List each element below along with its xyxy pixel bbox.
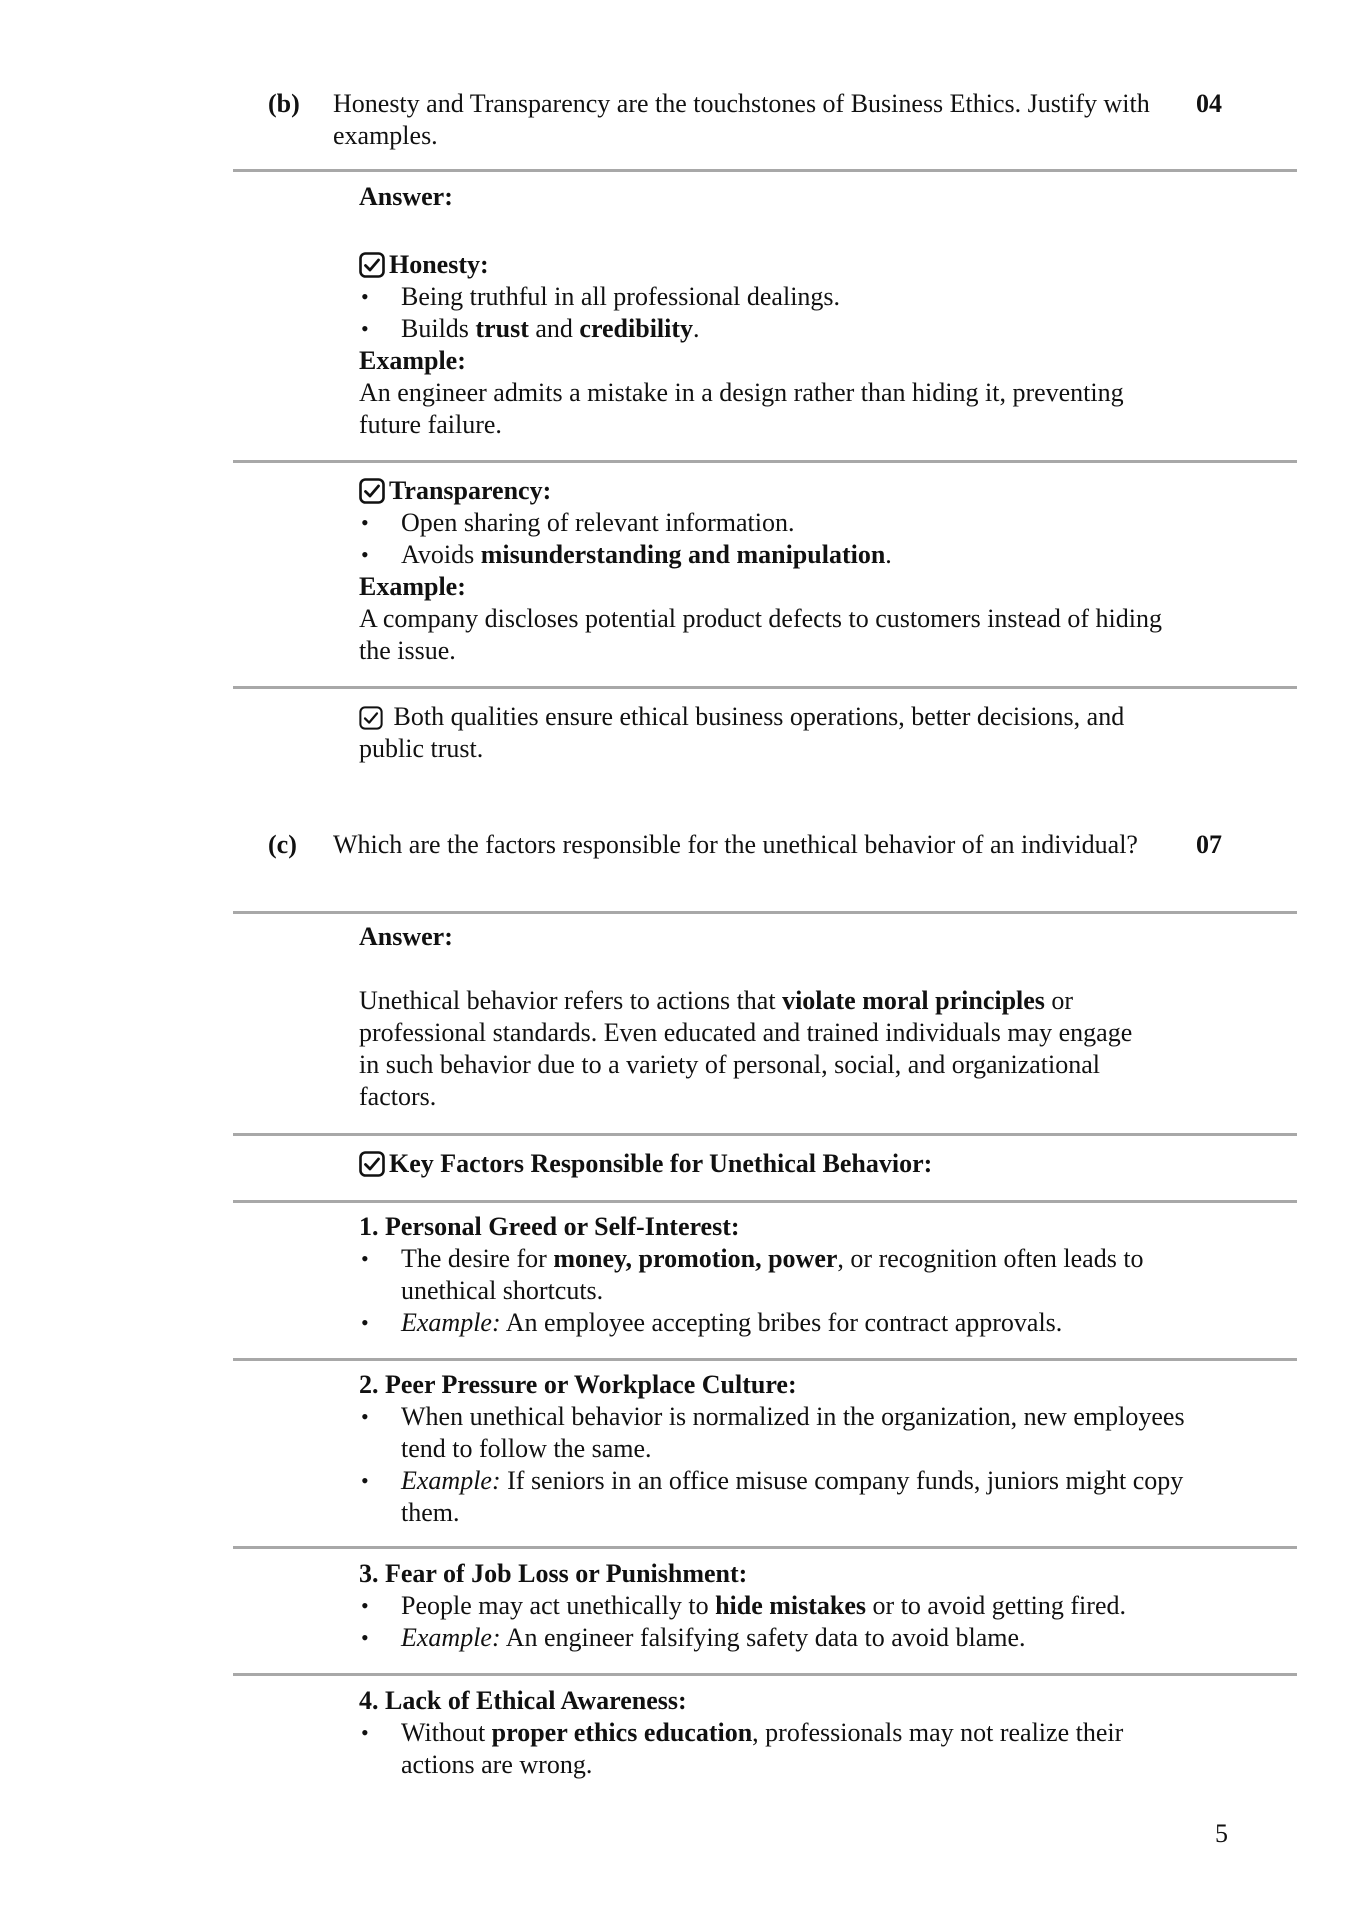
page-number: 5	[1215, 1819, 1228, 1848]
list-item: • Example: If seniors in an office misuse company funds, juniors might copy them.	[359, 1465, 1189, 1529]
factor-title: 3. Fear of Job Loss or Punishment:	[359, 1559, 748, 1588]
list-item: • Builds trust and credibility.	[359, 313, 1189, 345]
factor-4	[359, 1685, 1189, 1781]
example-label: Example:	[359, 346, 466, 375]
checkbox-checked-icon	[359, 1151, 385, 1177]
divider	[233, 911, 1297, 914]
question-b-text: Honesty and Transparency are the touchstones of Business Ethics. Justify with examples.	[333, 89, 1150, 150]
list-item: • When unethical behavior is normalized in the organization, new employees tend to follow the same.	[359, 1401, 1189, 1465]
list-item: • Being truthful in all professional dealings.	[359, 281, 1189, 313]
honesty-section	[359, 249, 1189, 441]
factor-title: 2. Peer Pressure or Workplace Culture:	[359, 1370, 797, 1399]
checkbox-checked-icon	[359, 252, 385, 278]
question-b-marks: 04	[1196, 89, 1222, 118]
transparency-section	[359, 475, 1189, 667]
divider	[233, 1546, 1297, 1549]
example-label: Example:	[359, 572, 466, 601]
transparency-title: Transparency:	[389, 476, 552, 505]
key-factors-heading-row	[359, 1148, 1189, 1180]
list-item: • Open sharing of relevant information.	[359, 507, 1189, 539]
factor-2	[359, 1369, 1189, 1529]
conclusion-section	[359, 701, 1189, 765]
key-factors-heading: Key Factors Responsible for Unethical Behavior:	[389, 1149, 933, 1178]
answer-b-header	[359, 181, 1189, 213]
factor-1	[359, 1211, 1189, 1339]
list-item: • People may act unethically to hide mistakes or to avoid getting fired.	[359, 1590, 1189, 1622]
divider	[233, 460, 1297, 463]
conclusion-text: Both qualities ensure ethical business operations, better decisions, and public trust.	[359, 702, 1125, 763]
list-item: • Example: An engineer falsifying safety data to avoid blame.	[359, 1622, 1189, 1654]
divider	[233, 686, 1297, 689]
divider	[233, 1133, 1297, 1136]
question-c-label: (c)	[268, 830, 297, 859]
example-text: A company discloses potential product defects to customers instead of hiding the issue.	[359, 604, 1162, 665]
intro-paragraph: Unethical behavior refers to actions that violate moral principles or professional standards. Even educated and trained individuals may engage in such behavior due to a variety of personal, social, and organizational factors.	[359, 986, 1133, 1111]
checkbox-checked-icon	[359, 478, 385, 504]
divider	[233, 1200, 1297, 1203]
factor-title: 4. Lack of Ethical Awareness:	[359, 1686, 687, 1715]
answer-c-header	[359, 921, 1189, 953]
example-text: An engineer admits a mistake in a design rather than hiding it, preventing future failure.	[359, 378, 1124, 439]
answer-heading: Answer:	[359, 922, 453, 951]
question-b-label: (b)	[268, 89, 300, 118]
list-item: • The desire for money, promotion, power, or recognition often leads to unethical shortcuts.	[359, 1243, 1189, 1307]
divider	[233, 169, 1297, 172]
divider	[233, 1358, 1297, 1361]
factor-3	[359, 1558, 1189, 1654]
question-c-marks: 07	[1196, 830, 1222, 859]
answer-heading: Answer:	[359, 182, 453, 211]
divider	[233, 1673, 1297, 1676]
list-item: • Example: An employee accepting bribes for contract approvals.	[359, 1307, 1189, 1339]
question-c-text: Which are the factors responsible for the unethical behavior of an individual?	[333, 830, 1138, 859]
list-item: • Avoids misunderstanding and manipulation.	[359, 539, 1189, 571]
checkbox-checked-icon	[359, 706, 383, 730]
factor-title: 1. Personal Greed or Self-Interest:	[359, 1212, 740, 1241]
honesty-title: Honesty:	[389, 250, 489, 279]
list-item: • Without proper ethics education, professionals may not realize their actions are wrong.	[359, 1717, 1189, 1781]
